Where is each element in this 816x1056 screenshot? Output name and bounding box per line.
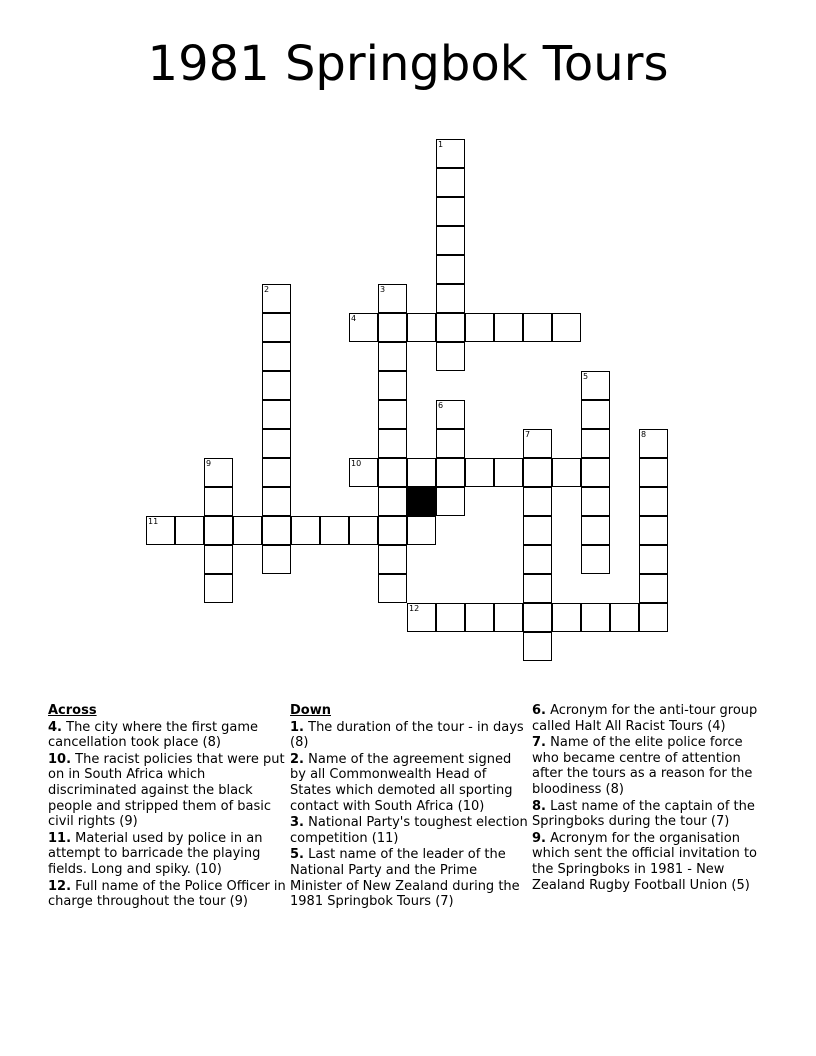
grid-cell[interactable] <box>262 429 291 458</box>
page-title: 1981 Springbok Tours <box>147 36 669 92</box>
clue-number: 11 <box>148 517 159 526</box>
grid-cell[interactable] <box>378 371 407 400</box>
clue-down-5: 5. Last name of the leader of the National Party and the Prime Minister of New Zealand during the 1981 Springbok Tours (7) <box>290 847 520 910</box>
across-heading: Across <box>48 703 97 718</box>
grid-cell[interactable] <box>262 458 291 487</box>
clue-number: 10 <box>351 459 362 468</box>
clue-number: 2 <box>264 285 270 294</box>
clue-down-9: 9. Acronym for the organisation which sent the official invitation to the Springboks in 1981 - New Zealand Rugby Football Union (5) <box>532 830 758 893</box>
grid-cell[interactable] <box>639 487 668 516</box>
grid-cell[interactable] <box>378 545 407 574</box>
clue-number: 3 <box>380 285 386 294</box>
grid-cell[interactable] <box>436 458 465 487</box>
grid-cell[interactable] <box>204 574 233 603</box>
grid-cell[interactable] <box>378 313 407 342</box>
grid-cell[interactable] <box>349 516 378 545</box>
grid-cell[interactable] <box>581 545 610 574</box>
grid-cell[interactable] <box>378 429 407 458</box>
grid-cell[interactable] <box>523 487 552 516</box>
grid-cell[interactable] <box>378 458 407 487</box>
clue-down-8: 8. Last name of the captain of the Springboks during the tour (7) <box>532 798 755 830</box>
grid-cell[interactable] <box>378 516 407 545</box>
grid-cell[interactable] <box>639 574 668 603</box>
grid-cell[interactable] <box>436 284 465 313</box>
clue-down-6: 6. Acronym for the anti-tour group called Halt All Racist Tours (4) <box>532 703 758 734</box>
clue-number: 12 <box>409 604 420 613</box>
grid-cell[interactable] <box>407 313 436 342</box>
grid-cell[interactable] <box>523 603 552 632</box>
clue-number: 9 <box>206 459 212 468</box>
grid-cell[interactable] <box>407 516 436 545</box>
across-clues <box>48 703 286 911</box>
clue-down-2: 2. Name of the agreement signed by all Commonwealth Head of States which demoted all sporting contact with South Africa (10) <box>290 751 513 814</box>
grid-cell[interactable] <box>581 516 610 545</box>
grid-cell[interactable] <box>436 255 465 284</box>
grid-cell[interactable] <box>523 574 552 603</box>
grid-cell[interactable] <box>494 458 523 487</box>
grid-cell[interactable] <box>436 168 465 197</box>
grid-cell[interactable] <box>465 458 494 487</box>
clue-across-4: 4. The city where the first game cancellation took place (8) <box>48 719 259 751</box>
grid-cell[interactable] <box>436 342 465 371</box>
grid-cell[interactable] <box>523 516 552 545</box>
grid-cell[interactable] <box>204 516 233 545</box>
clue-across-12: 12. Full name of the Police Officer in charge throughout the tour (9) <box>48 878 286 910</box>
grid-cell[interactable] <box>204 487 233 516</box>
grid-cell[interactable] <box>378 342 407 371</box>
grid-cell[interactable] <box>378 574 407 603</box>
grid-cell[interactable] <box>552 603 581 632</box>
clue-number: 4 <box>351 314 357 323</box>
grid-cell[interactable] <box>262 516 291 545</box>
grid-cell[interactable] <box>639 516 668 545</box>
grid-cell[interactable] <box>523 632 552 661</box>
grid-cell[interactable] <box>204 545 233 574</box>
grid-cell[interactable] <box>175 516 204 545</box>
grid-cell[interactable] <box>262 487 291 516</box>
grid-cell[interactable] <box>436 487 465 516</box>
grid-cell[interactable] <box>465 603 494 632</box>
grid-cell[interactable] <box>262 400 291 429</box>
grid-cell[interactable] <box>436 313 465 342</box>
grid-cell[interactable] <box>436 603 465 632</box>
grid-cell[interactable] <box>494 603 523 632</box>
grid-cell[interactable] <box>523 458 552 487</box>
grid-cell[interactable] <box>465 313 494 342</box>
grid-cell[interactable] <box>581 458 610 487</box>
grid-cell[interactable] <box>378 400 407 429</box>
grid-cell[interactable] <box>291 516 320 545</box>
grid-cell[interactable] <box>581 487 610 516</box>
grid-cell[interactable] <box>552 458 581 487</box>
clue-down-7: 7. Name of the elite police force who became centre of attention after the tours as a reason for the bloodiness (8) <box>532 735 753 797</box>
grid-cell[interactable] <box>639 603 668 632</box>
grid-cell[interactable] <box>262 371 291 400</box>
clue-number: 6 <box>438 401 444 410</box>
grid-cell[interactable] <box>436 226 465 255</box>
grid-cell[interactable] <box>320 516 349 545</box>
grid-cell[interactable] <box>436 429 465 458</box>
grid-cell[interactable] <box>639 545 668 574</box>
grid-cell[interactable] <box>262 313 291 342</box>
grid-cell[interactable] <box>523 313 552 342</box>
clue-down-1: 1. The duration of the tour - in days (8) <box>290 719 524 751</box>
grid-cell[interactable] <box>552 313 581 342</box>
grid-cell[interactable] <box>581 603 610 632</box>
grid-cell[interactable] <box>233 516 262 545</box>
grid-black-cell <box>407 487 436 516</box>
grid-cell[interactable] <box>610 603 639 632</box>
grid-cell[interactable] <box>436 197 465 226</box>
clue-down-3: 3. National Party's toughest election competition (11) <box>290 815 528 846</box>
grid-cell[interactable] <box>639 458 668 487</box>
grid-cell[interactable] <box>581 429 610 458</box>
clue-number: 7 <box>525 430 531 439</box>
clue-number: 5 <box>583 372 589 381</box>
grid-cell[interactable] <box>523 545 552 574</box>
down-clues <box>290 703 528 911</box>
grid-cell[interactable] <box>378 487 407 516</box>
clue-across-11: 11. Material used by police in an attempt to barricade the playing fields. Long and spiky. (10) <box>48 830 263 877</box>
grid-cell[interactable] <box>581 400 610 429</box>
clue-number: 1 <box>438 140 444 149</box>
grid-cell[interactable] <box>494 313 523 342</box>
clue-across-10: 10. The racist policies that were put on in South Africa which discriminated against the black people and stripped them of basic civil rights (9) <box>48 751 285 830</box>
grid-cell[interactable] <box>262 342 291 371</box>
clue-number: 8 <box>641 430 647 439</box>
down-heading: Down <box>290 703 331 718</box>
down-clues-continued <box>532 703 762 894</box>
grid-cell[interactable] <box>262 545 291 574</box>
grid-cell[interactable] <box>407 458 436 487</box>
